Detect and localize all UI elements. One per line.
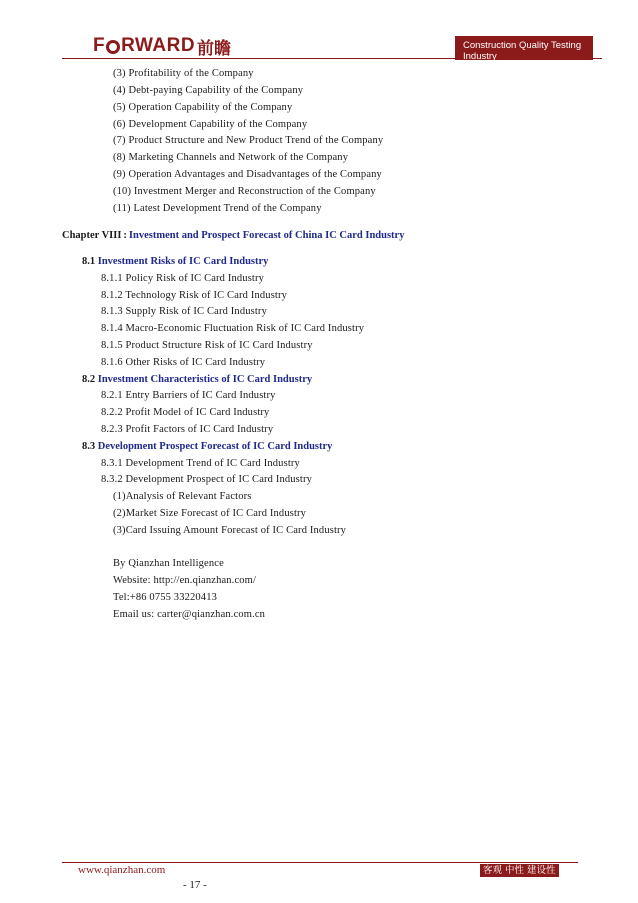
contact-website[interactable]: Website: http://en.qianzhan.com/ bbox=[113, 575, 257, 586]
chapter-number: Chapter VIII bbox=[62, 230, 122, 241]
toc-item: 8.1.4 Macro-Economic Fluctuation Risk of IC Card Industry bbox=[101, 323, 365, 334]
toc-item: 8.1.5 Product Structure Risk of IC Card Industry bbox=[101, 340, 313, 351]
contact-email[interactable]: Email us: carter@qianzhan.com.cn bbox=[113, 609, 266, 620]
chapter-heading[interactable] bbox=[62, 229, 404, 243]
logo-text-post: RWARD bbox=[121, 35, 196, 56]
toc-item: 8.2.1 Entry Barriers of IC Card Industry bbox=[101, 390, 276, 401]
toc-item: 8.1.2 Technology Risk of IC Card Industry bbox=[101, 290, 288, 301]
section-heading-8-3[interactable] bbox=[82, 440, 332, 454]
section-heading-8-1[interactable] bbox=[82, 255, 268, 269]
company-item: (6) Development Capability of the Company bbox=[113, 119, 308, 130]
toc-item: 8.1.6 Other Risks of IC Card Industry bbox=[101, 357, 266, 368]
toc-item: 8.1.1 Policy Risk of IC Card Industry bbox=[101, 273, 265, 284]
toc-item: 8.3.1 Development Trend of IC Card Industry bbox=[101, 458, 300, 469]
chapter-title: Investment and Prospect Forecast of China IC Card Industry bbox=[128, 230, 405, 241]
toc-item: 8.3.2 Development Prospect of IC Card Industry bbox=[101, 474, 313, 485]
logo-text-pre: F bbox=[93, 35, 106, 56]
toc-subitem: (2)Market Size Forecast of IC Card Industry bbox=[113, 508, 307, 519]
company-item: (3) Profitability of the Company bbox=[113, 68, 254, 79]
logo-ring-icon bbox=[106, 40, 120, 54]
footer-slogan-badge: 客观 中性 建设性 bbox=[480, 864, 559, 877]
toc-item: 8.2.2 Profit Model of IC Card Industry bbox=[101, 407, 270, 418]
toc-item: 8.2.3 Profit Factors of IC Card Industry bbox=[101, 424, 274, 435]
company-item: (4) Debt-paying Capability of the Company bbox=[113, 85, 304, 96]
section-title: Investment Risks of IC Card Industry bbox=[97, 256, 269, 267]
company-item: (5) Operation Capability of the Company bbox=[113, 102, 293, 113]
company-item: (7) Product Structure and New Product Trend of the Company bbox=[113, 135, 384, 146]
forward-logo bbox=[93, 35, 231, 57]
section-number: 8.2 bbox=[82, 374, 96, 385]
section-title: Investment Characteristics of IC Card Industry bbox=[97, 374, 313, 385]
section-title: Development Prospect Forecast of IC Card Industry bbox=[97, 441, 333, 452]
company-item: (8) Marketing Channels and Network of the Company bbox=[113, 152, 349, 163]
company-item: (9) Operation Advantages and Disadvantages of the Company bbox=[113, 169, 382, 180]
company-item: (10) Investment Merger and Reconstruction of the Company bbox=[113, 186, 376, 197]
toc-subitem: (3)Card Issuing Amount Forecast of IC Card Industry bbox=[113, 525, 347, 536]
contact-by: By Qianzhan Intelligence bbox=[113, 558, 224, 569]
chapter-separator: : bbox=[123, 230, 127, 241]
toc-subitem: (1)Analysis of Relevant Factors bbox=[113, 491, 252, 502]
section-number: 8.1 bbox=[82, 256, 96, 267]
footer-divider bbox=[62, 862, 578, 863]
page-number: - 17 - bbox=[183, 879, 207, 891]
footer-url-link[interactable]: www.qianzhan.com bbox=[78, 864, 166, 876]
logo-text-cn: 前瞻 bbox=[197, 38, 232, 58]
section-heading-8-2[interactable] bbox=[82, 373, 312, 387]
section-number: 8.3 bbox=[82, 441, 96, 452]
toc-item: 8.1.3 Supply Risk of IC Card Industry bbox=[101, 306, 267, 317]
industry-tag: Construction Quality Testing Industry bbox=[455, 36, 593, 60]
company-item: (11) Latest Development Trend of the Company bbox=[113, 203, 322, 214]
contact-tel: Tel:+86 0755 33220413 bbox=[113, 592, 217, 603]
